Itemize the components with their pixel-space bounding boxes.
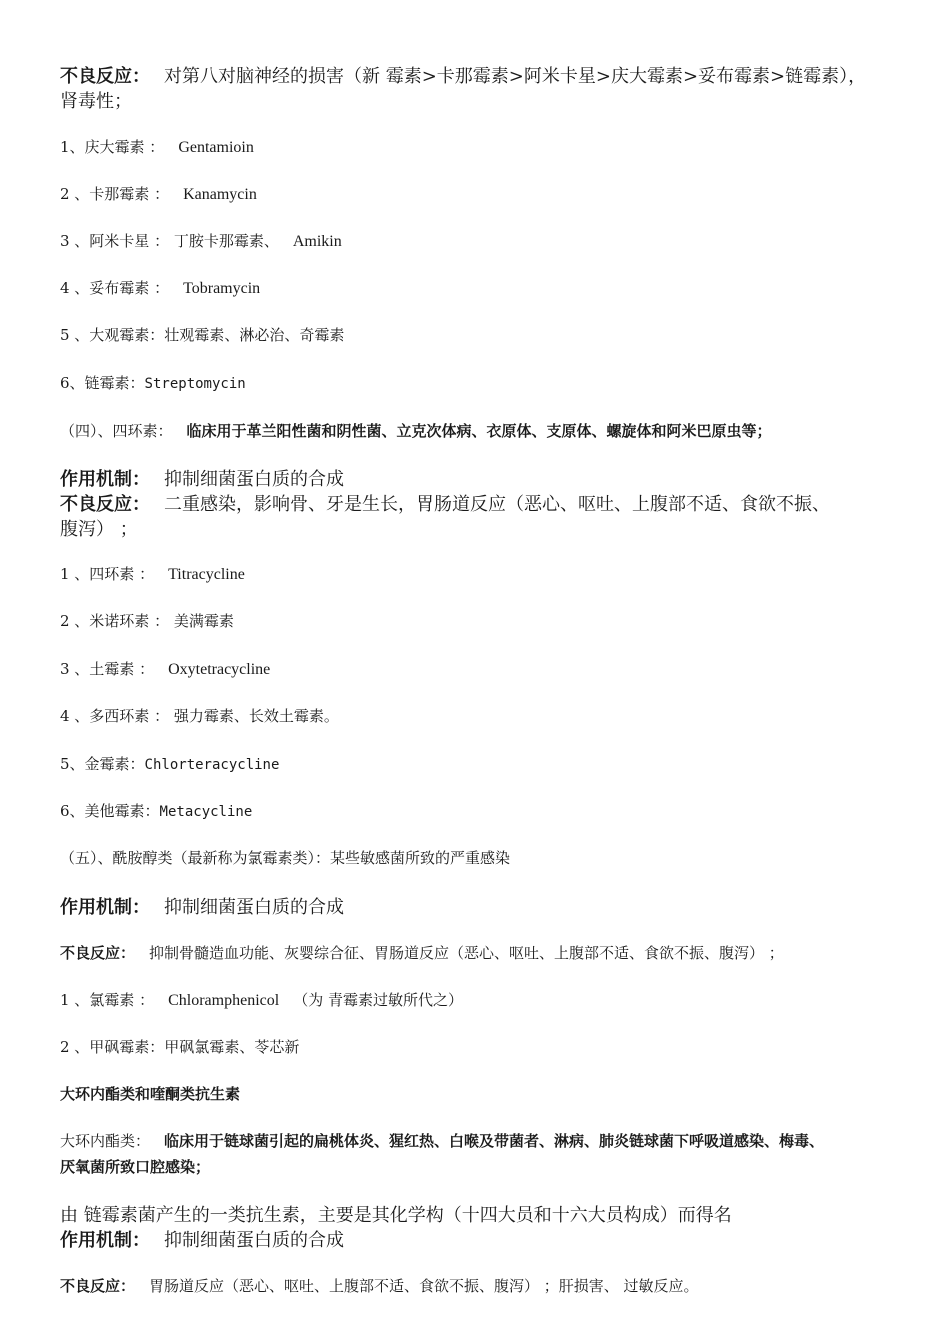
s3-heading: （五）、酰胺醇类（最新称为氯霉素类）：某些敏感菌所致的严重感染 (60, 849, 511, 867)
s2-item-6: 6、美他霉素：Metacycline (60, 802, 253, 820)
s2-item-3: 3 、土霉素 ： Oxytetracycline (60, 660, 271, 678)
s2-item-4: 4 、多西环素 ： 强力霉素、长效土霉素。 (60, 707, 339, 725)
s4-mechanism: 作用机制： 抑制细菌蛋白质的合成 (60, 1230, 344, 1251)
s2-mechanism: 作用机制： 抑制细菌蛋白质的合成 (60, 469, 344, 490)
s3-mechanism: 作用机制： 抑制细菌蛋白质的合成 (60, 897, 344, 918)
s2-item-2: 2 、米诺环素 ： 美满霉素 (60, 612, 234, 630)
s3-item-2: 2 、甲砜霉素：甲砜氯霉素、苓芯新 (60, 1038, 300, 1056)
s2-adverse-line-2: 腹泻） ； (60, 519, 138, 540)
s1-adverse-line-2: 肾毒性； (60, 91, 132, 112)
s2-item-5: 5、金霉素：Chlorteracycline (60, 755, 280, 773)
s1-adverse-label: 不良反应： (60, 66, 150, 87)
s4-macro-line-1: 大环内酯类： 临床用于链球菌引起的扁桃体炎、猩红热、白喉及带菌者、淋病、肺炎链球菌下呼吸道感染、梅毒、 (60, 1132, 825, 1150)
s1-item-3: 3 、阿米卡星 ： 丁胺卡那霉素、 Amikin (60, 232, 342, 250)
s3-adverse: 不良反应： 抑制骨髓造血功能、灰婴综合征、胃肠道反应（恶心、呕吐、上腹部不适、食欲不振、腹泻） ； (60, 944, 784, 962)
s2-adverse-line-1: 不良反应： 二重感染，影响骨、牙是生长，胃肠道反应（恶心、呕吐、上腹部不适、食欲不振、 (60, 494, 830, 515)
s2-heading: （四）、四环素： 临床用于革兰阳性菌和阴性菌、立克次体病、衣原体、支原体、螺旋体和阿米巴原虫等； (60, 422, 772, 440)
s1-item-2: 2 、卡那霉素 ： Kanamycin (60, 185, 257, 203)
s1-item-5: 5 、大观霉素：壮观霉素、淋必治、奇霉素 (60, 326, 345, 344)
s1-adverse-line-1 (60, 62, 866, 88)
s3-item-1: 1 、氯霉素 ： Chloramphenicol （为 青霉素过敏所代之） (60, 991, 463, 1009)
s4-adverse: 不良反应： 胃肠道反应（恶心、呕吐、上腹部不适、食欲不振、腹泻） ；肝损害、 过敏反应。 (60, 1277, 699, 1295)
s1-item-1: 1、庆大霉素 ： Gentamioin (60, 138, 254, 156)
s4-origin: 由 链霉素菌产生的一类抗生素，主要是其化学构（十四大员和十六大员构成）而得名 (60, 1205, 732, 1226)
s4-title: 大环内酯类和喹酮类抗生素 (60, 1085, 241, 1103)
s1-item-6: 6、链霉素：Streptomycin (60, 374, 246, 392)
s2-item-1: 1 、四环素 ： Titracycline (60, 565, 245, 583)
s1-item-4: 4 、妥布霉素 ： Tobramycin (60, 279, 261, 297)
s4-macro-line-2: 厌氧菌所致口腔感染； (60, 1158, 211, 1176)
s1-adverse-text-1: 对第八对脑神经的损害（新 霉素>卡那霉素>阿米卡星>庆大霉素>妥布霉素>链霉素）， (164, 66, 867, 87)
